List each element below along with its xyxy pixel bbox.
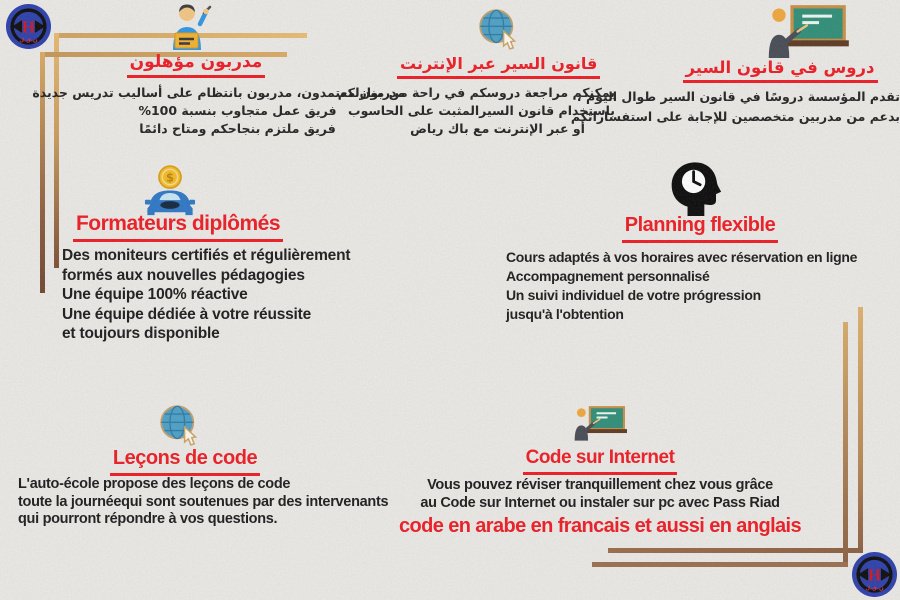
- body-line: يمكنكم مراجعة دروسكم في راحة من منازلكم: [337, 85, 615, 100]
- section-body-certified-instructors: [62, 246, 402, 344]
- section-title-code-lessons: [35, 447, 335, 476]
- body-line: et toujours disponible: [62, 325, 220, 342]
- section-title-code-internet: [450, 447, 750, 475]
- driving-school-logo-icon: [5, 3, 52, 50]
- section-body-code-internet: [412, 476, 788, 512]
- body-line: L'auto-école propose des leçons de code: [18, 476, 291, 492]
- logo-letter: H: [22, 17, 35, 37]
- body-line: Accompagnement personnalisé: [506, 268, 710, 284]
- section-title-certified-instructors: [28, 212, 328, 242]
- title-text: Planning flexible: [622, 214, 778, 243]
- svg-text:ن.ق.ل: ن.ق.ل: [865, 585, 884, 592]
- title-text: مدربون مؤهلون: [127, 52, 266, 78]
- body-line: Une équipe dédiée à votre réussite: [62, 305, 312, 323]
- body-line: تقدم المؤسسة دروسًا في قانون السير طوال اليوم ،: [576, 89, 900, 104]
- section-body-traffic-law-lessons: [570, 87, 900, 127]
- body-line: Une équipe 100% réactive: [62, 286, 248, 303]
- teacher-blackboard-icon: [760, 4, 852, 58]
- person-id-card-icon: [158, 2, 218, 50]
- section-title-qualified-trainers: [96, 52, 296, 78]
- body-line: بدعم من مدربين متخصصين للإجابة على استفساراتكم: [570, 109, 900, 124]
- body-line: formés aux nouvelles pédagogies: [62, 266, 305, 284]
- title-text: Code sur Internet: [523, 447, 678, 475]
- body-line: باستخدام قانون السيرالمثبت على الحاسوب: [348, 103, 615, 118]
- section-title-online-traffic-law: [397, 54, 597, 79]
- car-coin-icon: [144, 165, 196, 219]
- body-line: Cours adaptés à vos horaires avec réservation en ligne: [506, 249, 858, 265]
- body-line: مدربون معتمدون، مدربون بانتظام على أساليب تدريس جديدة: [32, 85, 405, 100]
- teacher-blackboard-icon: [571, 401, 627, 445]
- title-text: قانون السير عبر الإنترنت: [397, 54, 600, 79]
- title-text: دروس في قانون السير: [683, 58, 878, 83]
- logo-caption: ن.ق.ل: [19, 37, 38, 44]
- languages-highlight-text: code en arabe en francais et aussi en anglais: [398, 515, 802, 537]
- svg-text:H: H: [868, 565, 881, 585]
- head-clock-icon: [668, 160, 722, 216]
- body-line: Un suivi individuel de votre prógression: [506, 287, 761, 303]
- body-line: أو عبر الإنترنت مع باك رياض: [410, 121, 585, 136]
- bottom-right-border-line-inner-horizontal: [592, 562, 848, 567]
- body-line: au Code sur Internet ou instaler sur pc avec Pass Riad: [420, 495, 780, 511]
- section-title-flexible-planning: [550, 214, 850, 243]
- body-line: Des moniteurs certifiés et régulièrement: [62, 247, 351, 264]
- bottom-right-border-line-inner-vertical: [843, 322, 848, 567]
- bottom-right-border-line-outer-horizontal: [608, 548, 863, 553]
- coin-dollar-symbol: $: [165, 170, 175, 185]
- body-line: toute la journéequi sont soutenues par des intervenants: [18, 493, 389, 510]
- globe-cursor-icon: [477, 8, 521, 52]
- body-line: jusqu'à l'obtention: [506, 306, 624, 322]
- globe-cursor-icon: [158, 404, 202, 448]
- body-line: qui pourront répondre à vos questions.: [18, 511, 278, 527]
- body-line: فريق ملتزم بنجاحكم ومتاح دائمًا: [139, 121, 336, 136]
- body-line: Vous pouvez réviser tranquillement chez vous grâce: [427, 477, 773, 493]
- body-line: فريق عمل متجاوب بنسبة 100%: [138, 103, 337, 118]
- title-text: Leçons de code: [110, 447, 260, 476]
- section-body-flexible-planning: [506, 248, 900, 324]
- title-text: Formateurs diplômés: [73, 212, 283, 242]
- driving-school-logo-icon: [851, 551, 898, 598]
- section-title-traffic-law-lessons: [680, 58, 880, 83]
- bottom-right-border-line-outer-vertical: [858, 307, 863, 553]
